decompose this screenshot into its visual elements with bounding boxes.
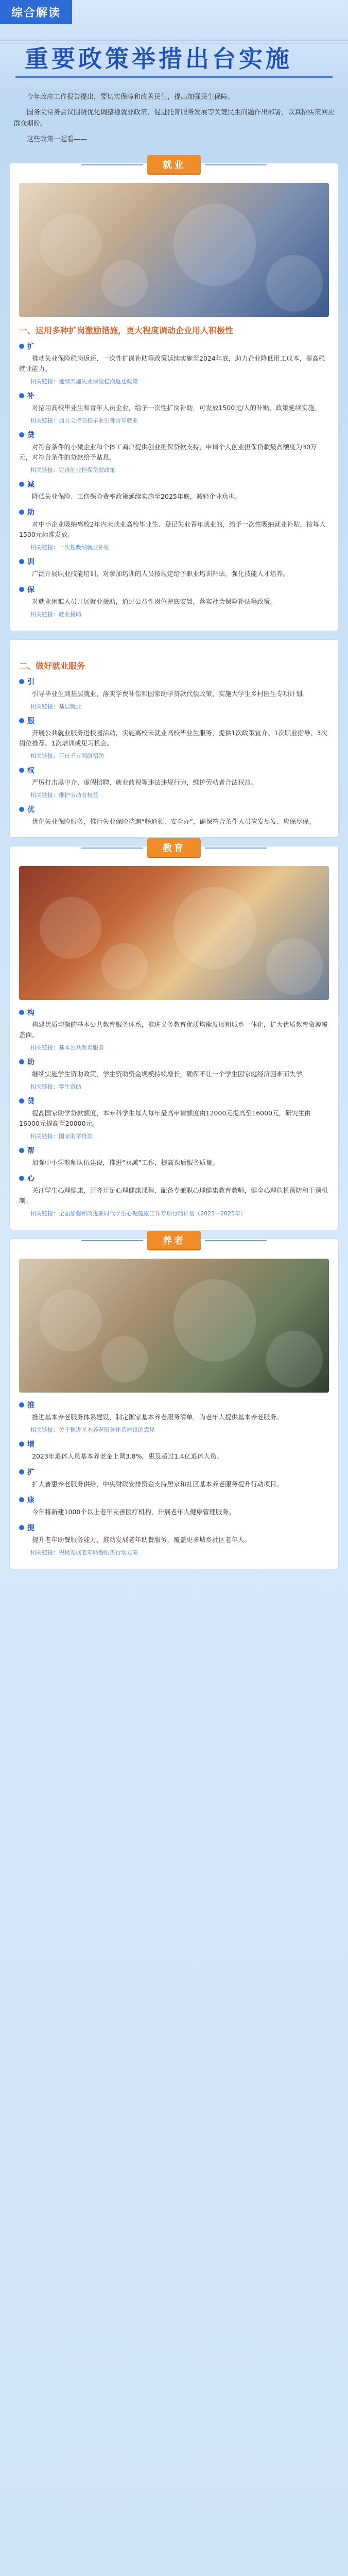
photo-figure bbox=[173, 204, 256, 286]
related-link[interactable]: 相关链接：学生资助 bbox=[30, 1083, 81, 1090]
bullet-icon bbox=[19, 718, 24, 723]
item-text: 构建优质均衡的基本公共教育服务体系，推进义务教育优质均衡发展和城乡一体化，扩大优质教育资源覆盖面。 bbox=[19, 1021, 328, 1039]
elderly-photo bbox=[19, 1259, 329, 1393]
bullet-icon bbox=[19, 1525, 24, 1530]
bullet-icon bbox=[19, 1010, 24, 1015]
item-text: 开展公共就业服务进校园活动，实施离校未就业高校毕业生服务，提供1次政策宣介、1次职业指导、3次岗位推荐、1次培训或见习机会。 bbox=[19, 729, 327, 747]
bullet-icon bbox=[19, 482, 24, 487]
item-heading bbox=[19, 1007, 329, 1018]
related-link[interactable]: 相关链接：完善创业担保贷款政策 bbox=[30, 467, 115, 473]
item-text: 今年将新建1000个以上老年友善医疗机构，开展老年人健康管理服务。 bbox=[32, 1508, 235, 1516]
bullet-icon bbox=[19, 1098, 24, 1104]
item-heading bbox=[19, 341, 329, 351]
item-heading bbox=[19, 804, 329, 815]
photo-figure bbox=[266, 1331, 323, 1387]
bullet-icon bbox=[19, 1469, 24, 1475]
item-label: 提 bbox=[27, 1524, 34, 1532]
bullet-icon bbox=[19, 510, 24, 515]
section-1 bbox=[9, 639, 339, 838]
item-label: 心 bbox=[27, 1175, 34, 1183]
item-label: 贷 bbox=[27, 1097, 34, 1106]
photo-figure bbox=[266, 255, 323, 312]
item-text: 对中小企业吸纳离校2年内未就业高校毕业生、登记失业青年就业的，给予一次性吸纳就业补贴，按每人1500元标准发放。 bbox=[19, 520, 326, 538]
item-text: 关注学生心理健康，开齐开足心理健康课程，配备专兼职心理健康教育教师，健全心理危机预防和干预机制。 bbox=[19, 1187, 328, 1205]
item-heading bbox=[19, 1522, 329, 1533]
photo-figure bbox=[101, 260, 148, 307]
item-text: 提高国家助学贷款额度，本专科学生每人每年最高申请额度由12000元提高至16000元，研究生由16000元提高至20000元。 bbox=[19, 1109, 311, 1127]
item-heading bbox=[19, 584, 329, 595]
related-link[interactable]: 相关链接：加力支持高校毕业生等青年就业 bbox=[30, 417, 138, 424]
page-title: 重要政策举措出台实施 bbox=[25, 45, 292, 73]
item-heading bbox=[19, 765, 329, 775]
item-heading bbox=[19, 430, 329, 440]
item-heading bbox=[19, 479, 329, 489]
item-label: 推 bbox=[27, 1401, 34, 1410]
item-text: 提升老年助餐服务能力，推动发展老年助餐服务，覆盖更多城乡社区老年人。 bbox=[32, 1536, 251, 1544]
related-link[interactable]: 相关链接：全面加强和改进新时代学生心理健康工作专项行动计划（2023—2025年） bbox=[30, 1210, 246, 1217]
item-heading bbox=[19, 1467, 329, 1477]
bullet-icon bbox=[19, 1442, 24, 1447]
item-text: 严厉打击黑中介、虚假招聘、就业歧视等违法违规行为，维护劳动者合法权益。 bbox=[32, 778, 257, 786]
item-label: 贷 bbox=[27, 431, 34, 439]
item-text: 推动失业保险稳岗返还、一次性扩岗补助等政策延续实施至2024年底，助力企业降低用工成本，提高稳就业能力。 bbox=[19, 354, 325, 372]
item-label: 构 bbox=[27, 1009, 34, 1017]
bullet-icon bbox=[19, 432, 24, 437]
item-label: 优 bbox=[27, 806, 34, 814]
related-link[interactable]: 相关链接：关于推进基本养老服务体系建设的意见 bbox=[30, 1427, 155, 1433]
item-text: 引导毕业生到基层就业，落实学费补偿和国家助学贷款代偿政策，实施大学生乡村医生专项计划。 bbox=[32, 690, 309, 698]
sections bbox=[0, 160, 348, 1569]
item-text: 继续实施学生资助政策，学生资助资金规模持续增长，确保不让一个学生因家庭经济困难而失学。 bbox=[32, 1070, 309, 1078]
bullet-icon bbox=[19, 1059, 24, 1064]
item-text: 对招用高校毕业生和青年人员企业，给予一次性扩岗补助，可发放1500元/人的补贴，政策延续实施。 bbox=[32, 404, 321, 412]
education-photo bbox=[19, 866, 329, 1000]
bullet-icon bbox=[19, 587, 24, 592]
bullet-icon bbox=[19, 1402, 24, 1408]
item-heading bbox=[19, 391, 329, 401]
item-label: 服 bbox=[27, 717, 34, 725]
related-link[interactable]: 相关链接：国家助学贷款 bbox=[30, 1133, 93, 1140]
photo-figure bbox=[40, 897, 101, 959]
item-heading bbox=[19, 1495, 329, 1505]
item-text: 对就业困难人员开展就业援助，通过公益性岗位兜底安置，落实社会保险补贴等政策。 bbox=[32, 598, 277, 605]
item-heading bbox=[19, 1096, 329, 1106]
item-label: 增 bbox=[27, 1440, 34, 1449]
section-2 bbox=[9, 843, 339, 1230]
section-heading: 二、做好就业服务 bbox=[19, 661, 85, 671]
photo-figure bbox=[101, 943, 148, 990]
related-link[interactable]: 相关链接：维护劳动者权益 bbox=[30, 792, 98, 799]
item-label: 助 bbox=[27, 509, 34, 517]
item-heading bbox=[19, 1145, 329, 1156]
related-link[interactable]: 相关链接：基层就业 bbox=[30, 703, 81, 710]
section-badge: 养老 bbox=[147, 1231, 201, 1249]
bullet-icon bbox=[19, 559, 24, 564]
item-label: 补 bbox=[27, 392, 34, 400]
item-heading bbox=[19, 507, 329, 517]
photo-figure bbox=[173, 887, 256, 969]
item-heading bbox=[19, 1057, 329, 1067]
photo-figure bbox=[40, 214, 101, 276]
item-text: 推进基本养老服务体系建设，制定国家基本养老服务清单，为老年人提供基本养老服务。 bbox=[32, 1413, 283, 1421]
related-link[interactable]: 相关链接：百日千万网络招聘 bbox=[30, 753, 104, 759]
item-label: 训 bbox=[27, 558, 34, 566]
intro-paragraph: 国务院常务会议围绕优化调整稳就业政策、促进托育服务发展等关键民生问题作出部署，以真招实策回应群众期盼。 bbox=[13, 109, 335, 128]
photo-figure bbox=[101, 1336, 148, 1382]
section-badge: 就业 bbox=[147, 155, 201, 174]
related-link[interactable]: 相关链接：延续实施失业保险稳岗返还政策 bbox=[30, 378, 138, 385]
title-divider bbox=[15, 76, 333, 78]
related-link[interactable]: 相关链接：就业援助 bbox=[30, 611, 81, 618]
item-label: 保 bbox=[27, 586, 34, 594]
item-heading bbox=[19, 1173, 329, 1183]
item-label: 康 bbox=[27, 1496, 34, 1504]
intro-paragraph: 这些政策一起看—— bbox=[27, 135, 88, 143]
related-link[interactable]: 相关链接：一次性吸纳就业补贴 bbox=[30, 544, 110, 551]
bullet-icon bbox=[19, 393, 24, 398]
item-label: 减 bbox=[27, 481, 34, 489]
item-label: 权 bbox=[27, 767, 34, 775]
photo-figure bbox=[40, 1290, 101, 1351]
bullet-icon bbox=[19, 344, 24, 349]
related-link[interactable]: 相关链接：积极发展老年助餐服务行动方案 bbox=[30, 1549, 138, 1556]
bullet-icon bbox=[19, 1497, 24, 1502]
section-badge: 教育 bbox=[147, 838, 201, 857]
intro-paragraph: 今年政府工作报告提出，要切实保障和改善民生，提出加强民生保障。 bbox=[27, 93, 235, 101]
item-heading bbox=[19, 676, 329, 687]
section-0 bbox=[9, 160, 339, 631]
bullet-icon bbox=[19, 1148, 24, 1153]
item-label: 扩 bbox=[27, 343, 34, 351]
header-tag: 综合解读 bbox=[0, 0, 72, 24]
item-text: 广泛开展职业技能培训，对参加培训的人员按规定给予职业培训补贴，强化技能人才培养。 bbox=[32, 570, 290, 578]
bullet-icon bbox=[19, 679, 24, 684]
section-3 bbox=[9, 1235, 339, 1569]
item-text: 加强中小学教师队伍建设，推进“双减”工作，提高课后服务质量。 bbox=[32, 1159, 219, 1166]
item-text: 优化失业保险服务，推行失业保险待遇“畅通领、安全办”，确保符合条件人员应发尽发、应保尽保。 bbox=[32, 818, 316, 825]
bullet-icon bbox=[19, 768, 24, 773]
bullet-icon bbox=[19, 1176, 24, 1181]
item-heading bbox=[19, 1400, 329, 1410]
item-heading bbox=[19, 1439, 329, 1449]
item-text: 2023年退休人员基本养老金上调3.8%，惠及超过1.4亿退休人员。 bbox=[32, 1452, 223, 1460]
employment-photo bbox=[19, 183, 329, 317]
section-heading: 一、运用多种扩岗激励措施，更大程度调动企业用人积极性 bbox=[19, 326, 234, 335]
item-label: 扩 bbox=[27, 1468, 34, 1477]
related-link[interactable]: 相关链接：基本公共教育服务 bbox=[30, 1044, 104, 1051]
footer-spacer bbox=[0, 1569, 348, 1600]
item-text: 对符合条件的小微企业和个体工商户提供创业担保贷款支持，申请个人创业担保贷款最高额度为30万元，对符合条件的贷款给予贴息。 bbox=[19, 443, 317, 461]
bullet-icon bbox=[19, 807, 24, 812]
item-text: 扩大普惠养老服务供给，中央财政安排资金支持居家和社区基本养老服务提升行动项目。 bbox=[32, 1480, 283, 1488]
item-heading bbox=[19, 716, 329, 726]
photo-figure bbox=[266, 938, 323, 995]
item-text: 降低失业保险、工伤保险费率政策延续实施至2025年底，减轻企业负担。 bbox=[32, 493, 241, 500]
photo-figure bbox=[173, 1279, 256, 1362]
item-label: 帮 bbox=[27, 1147, 34, 1155]
item-heading bbox=[19, 556, 329, 567]
item-label: 引 bbox=[27, 678, 34, 686]
header bbox=[0, 0, 348, 88]
intro bbox=[0, 88, 348, 155]
item-label: 助 bbox=[27, 1058, 34, 1066]
